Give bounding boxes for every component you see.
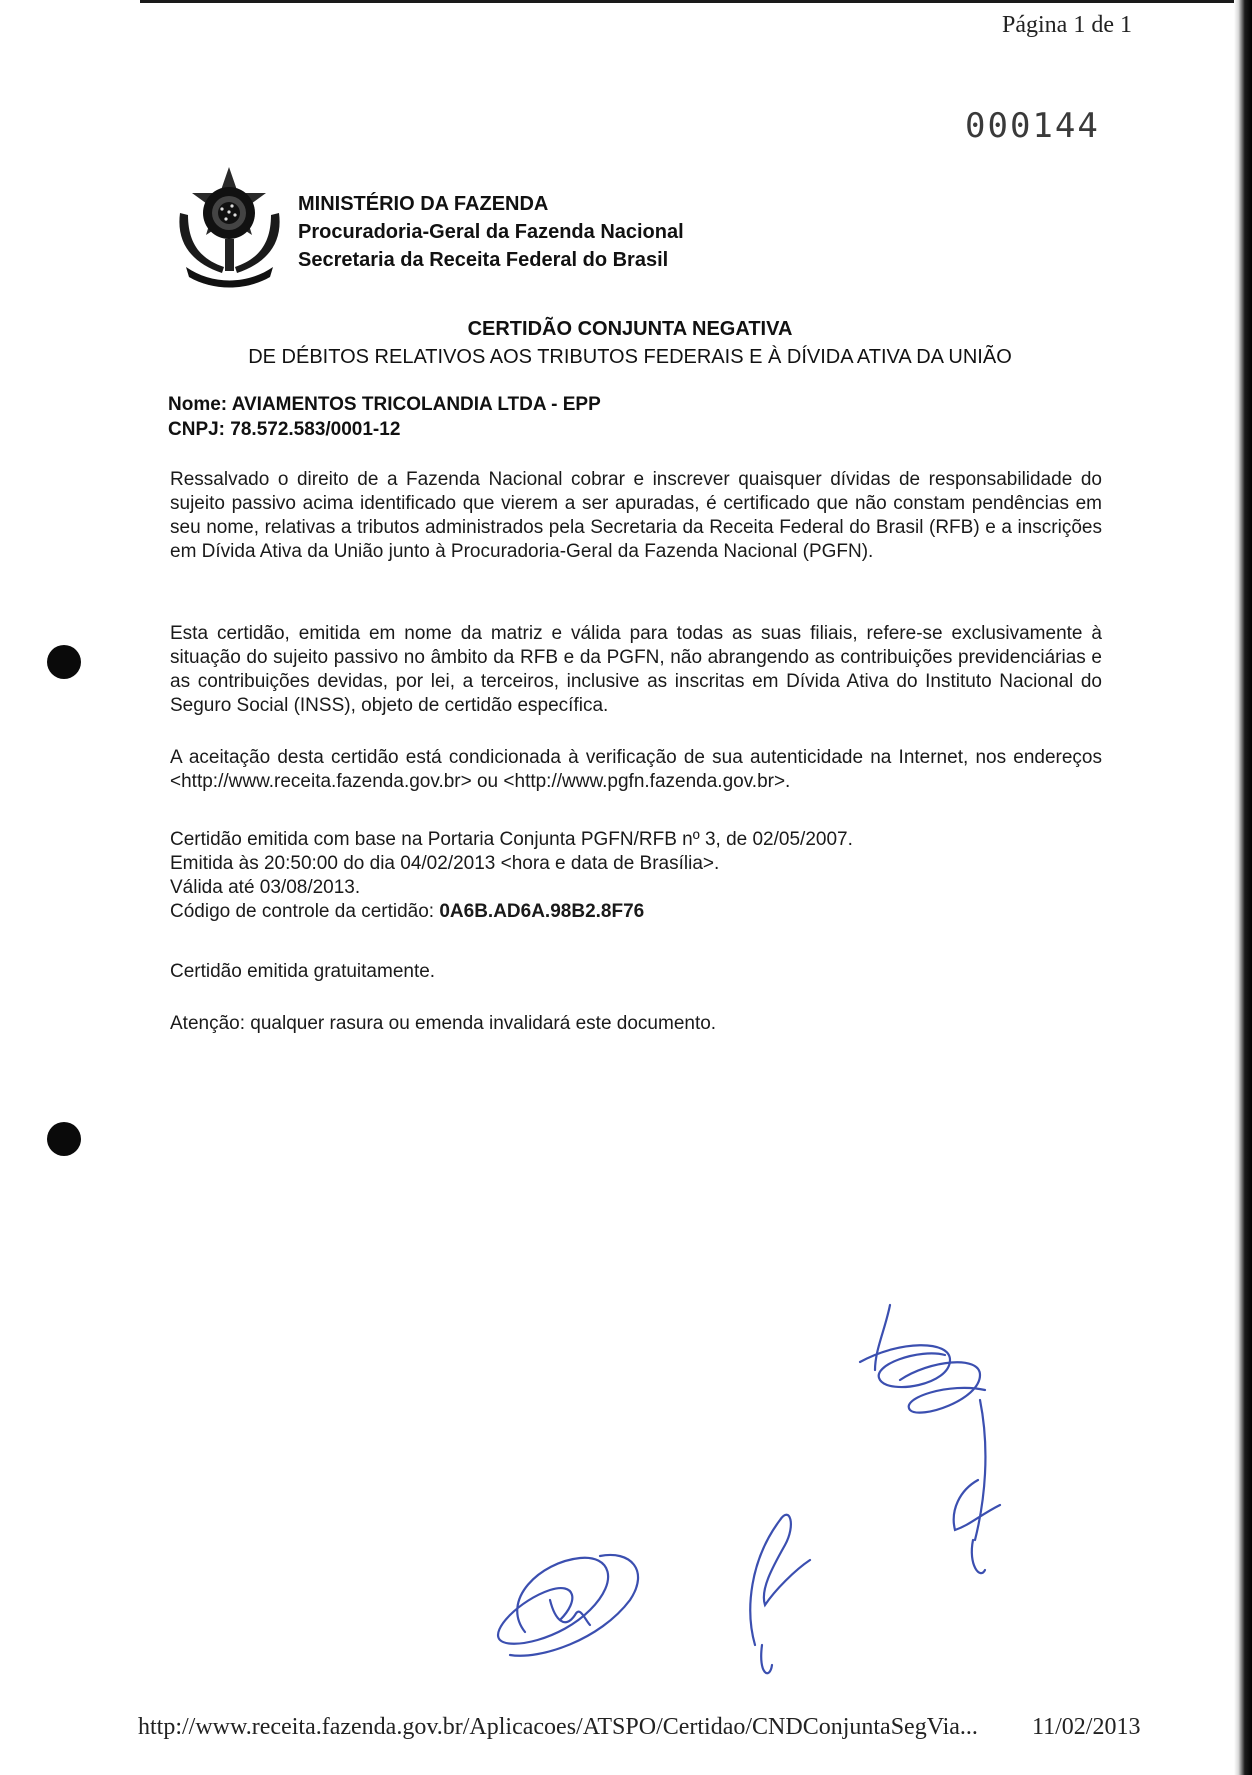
control-code-value: 0A6B.AD6A.98B2.8F76 bbox=[439, 901, 645, 922]
scan-edge-top bbox=[140, 0, 1252, 3]
punch-hole-top bbox=[47, 645, 81, 679]
issuance-basis: Certidão emitida com base na Portaria Conjunta PGFN/RFB nº 3, de 02/05/2007. bbox=[170, 829, 853, 850]
title-main: CERTIDÃO CONJUNTA NEGATIVA bbox=[467, 318, 793, 340]
paragraph-authenticity: A aceitação desta certidão está condicionada à verificação de sua autenticidade na Internet, nos endereços <http://www.receita.fazenda.gov.br> ou <http://www.pgfn.fazenda.gov.br>. bbox=[170, 747, 1102, 792]
page-marker: Página 1 de 1 bbox=[1002, 12, 1132, 38]
stamp-number: 000144 bbox=[965, 106, 1100, 146]
document-title bbox=[180, 316, 1080, 370]
paragraph-reservation: Ressalvado o direito de a Fazenda Nacional cobrar e inscrever quaisquer dívidas de responsabilidade do sujeito passivo acima identificado que vierem a ser apuradas, é certificado que não constam pendências em seu nome, relativas a tributos administrados pela Secretaria da Receita Federal do Brasil (RFB) e a inscrições em Dívida Ativa da União junto à Procuradoria-Geral da Fazenda Nacional (PGFN). bbox=[170, 469, 1102, 562]
scan-edge-right bbox=[1234, 0, 1252, 1775]
tampering-warning: Atenção: qualquer rasura ou emenda invalidará este documento. bbox=[170, 1013, 717, 1034]
paragraph-scope: Esta certidão, emitida em nome da matriz e válida para todas as suas filiais, refere-se exclusivamente à situação do sujeito passivo no âmbito da RFB e da PGFN, não abrangendo as contribuições previdenciárias e as contribuições devidas, por lei, a terceiros, inclusive as inscritas em Dívida Ativa do Instituto Nacional do Seguro Social (INSS), objeto de certidão específica. bbox=[170, 623, 1102, 716]
taxpayer-cnpj: CNPJ: 78.572.583/0001-12 bbox=[168, 419, 401, 440]
footer-date: 11/02/2013 bbox=[1032, 1714, 1141, 1740]
footer-url: http://www.receita.fazenda.gov.br/Aplicacoes/ATSPO/Certidao/CNDConjuntaSegVia... bbox=[138, 1714, 978, 1740]
free-issuance-note: Certidão emitida gratuitamente. bbox=[170, 961, 436, 982]
validity-date: Válida até 03/08/2013. bbox=[170, 877, 361, 898]
control-code-line bbox=[170, 900, 1102, 924]
ministry-name: MINISTÉRIO DA FAZENDA bbox=[298, 193, 549, 215]
rfb-name: Secretaria da Receita Federal do Brasil bbox=[298, 249, 669, 271]
issuer-header bbox=[298, 190, 684, 274]
brazil-coat-of-arms-icon bbox=[172, 163, 287, 291]
handwritten-signatures-icon bbox=[480, 1300, 1080, 1680]
taxpayer-identification bbox=[168, 392, 601, 442]
taxpayer-name: Nome: AVIAMENTOS TRICOLANDIA LTDA - EPP bbox=[168, 394, 601, 415]
issuance-details bbox=[170, 828, 1102, 924]
punch-hole-bottom bbox=[47, 1122, 81, 1156]
control-code-label: Código de controle da certidão: bbox=[170, 901, 440, 922]
issuance-datetime: Emitida às 20:50:00 do dia 04/02/2013 <hora e data de Brasília>. bbox=[170, 853, 720, 874]
title-subtitle: DE DÉBITOS RELATIVOS AOS TRIBUTOS FEDERAIS E À DÍVIDA ATIVA DA UNIÃO bbox=[248, 346, 1012, 368]
pgfn-name: Procuradoria-Geral da Fazenda Nacional bbox=[298, 221, 684, 243]
